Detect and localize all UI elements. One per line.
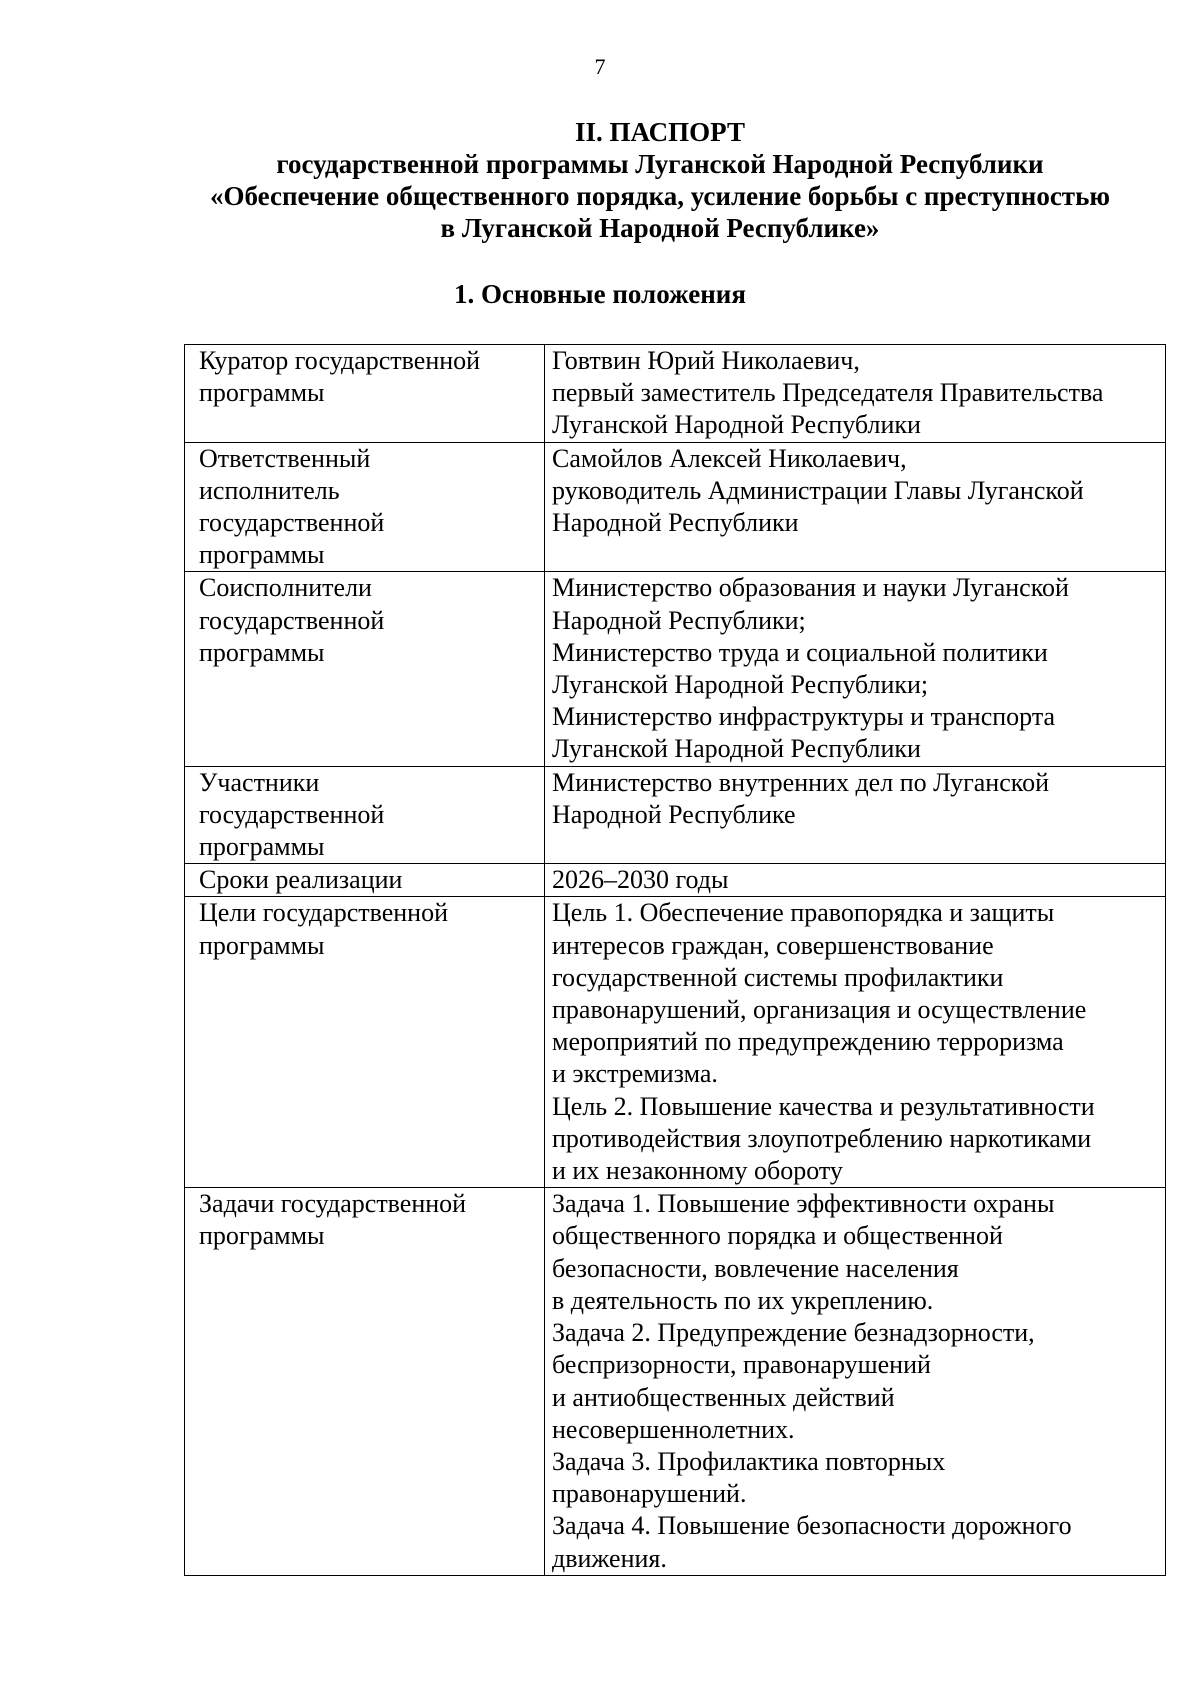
label-line: Задачи государственной <box>199 1189 467 1219</box>
page-number: 7 <box>594 54 606 79</box>
value-line: движения. <box>552 1543 667 1573</box>
row-label-cell <box>185 864 545 897</box>
passport-table-body <box>185 345 1166 1576</box>
label-line: государственной <box>199 799 385 829</box>
value-line: Министерство труда и социальной политики <box>552 637 1048 667</box>
row-label-cell <box>185 766 545 864</box>
table-row <box>185 442 1166 572</box>
value-line: противодействия злоупотреблению наркотиками <box>552 1123 1092 1153</box>
row-label-cell <box>185 897 545 1188</box>
value-line: Задача 1. Повышение эффективности охраны <box>552 1189 1055 1219</box>
table-row <box>185 897 1166 1188</box>
row-label-cell <box>185 572 545 766</box>
title-line: II. ПАСПОРТ <box>574 117 745 147</box>
value-line: Народной Республики <box>552 508 799 538</box>
value-line: и их незаконному обороту <box>552 1156 843 1186</box>
passport-table <box>184 344 1166 1576</box>
row-value-cell <box>545 897 1166 1188</box>
label-line: Соисполнители <box>199 573 372 603</box>
row-value-cell <box>545 442 1166 572</box>
table-row <box>185 766 1166 864</box>
value-line: Министерство инфраструктуры и транспорта <box>552 702 1056 732</box>
row-value-cell <box>545 766 1166 864</box>
value-line: первый заместитель Председателя Правительства <box>552 378 1104 408</box>
table-row <box>185 1188 1166 1575</box>
document-title <box>150 116 1170 244</box>
value-line: Самойлов Алексей Николаевич, <box>552 443 907 473</box>
value-line: Говтвин Юрий Николаевич, <box>552 346 860 375</box>
value-line: безопасности, вовлечение населения <box>552 1253 959 1283</box>
value-line: общественного порядка и общественной <box>552 1221 1003 1251</box>
value-line: Луганской Народной Республики <box>552 410 921 440</box>
value-line: Луганской Народной Республики; <box>552 670 929 700</box>
title-line: в Луганской Народной Республике» <box>440 213 880 243</box>
value-line: Министерство внутренних дел по Луганской <box>552 767 1049 797</box>
value-line: Задача 4. Повышение безопасности дорожного <box>552 1511 1072 1541</box>
value-line: в деятельность по их укреплению. <box>552 1285 934 1315</box>
value-line: Народной Республике <box>552 799 796 829</box>
row-label-cell <box>185 1188 545 1575</box>
label-line: программы <box>199 378 325 408</box>
value-line: и антиобщественных действий <box>552 1382 895 1412</box>
label-line: программы <box>199 930 325 960</box>
value-line: Народной Республики; <box>552 605 806 635</box>
value-line: Луганской Народной Республики <box>552 734 921 764</box>
label-line: Ответственный <box>199 443 371 473</box>
section-heading: 1. Основные положения <box>454 279 746 309</box>
value-line: Цель 1. Обеспечение правопорядка и защиты <box>552 898 1055 928</box>
label-line: государственной <box>199 508 385 538</box>
title-line: государственной программы Луганской Народной Республики <box>276 149 1044 179</box>
row-value-cell <box>545 572 1166 766</box>
value-line: интересов граждан, совершенствование <box>552 930 994 960</box>
label-line: программы <box>199 540 325 570</box>
row-value-cell <box>545 1188 1166 1575</box>
value-line: правонарушений, организация и осуществление <box>552 995 1087 1025</box>
row-label-cell <box>185 442 545 572</box>
value-line: 2026–2030 годы <box>552 865 729 895</box>
label-line: программы <box>199 832 325 862</box>
label-line: Куратор государственной <box>199 346 481 375</box>
value-line: несовершеннолетних. <box>552 1414 795 1444</box>
table-row <box>185 345 1166 443</box>
value-line: беспризорности, правонарушений <box>552 1350 931 1380</box>
value-line: государственной системы профилактики <box>552 962 1004 992</box>
value-line: мероприятий по предупреждению терроризма <box>552 1027 1064 1057</box>
value-line: Цель 2. Повышение качества и результативности <box>552 1091 1095 1121</box>
value-line: Министерство образования и науки Луганской <box>552 573 1069 603</box>
value-line: Задача 3. Профилактика повторных <box>552 1446 946 1476</box>
row-label-cell <box>185 345 545 443</box>
row-value-cell <box>545 345 1166 443</box>
value-line: правонарушений. <box>552 1479 747 1509</box>
table-row <box>185 572 1166 766</box>
row-value-cell <box>545 864 1166 897</box>
label-line: программы <box>199 1221 325 1251</box>
label-line: программы <box>199 637 325 667</box>
value-line: Задача 2. Предупреждение безнадзорности, <box>552 1318 1035 1348</box>
value-line: и экстремизма. <box>552 1059 718 1089</box>
table-row <box>185 864 1166 897</box>
label-line: Сроки реализации <box>199 865 403 895</box>
label-line: Цели государственной <box>199 898 449 928</box>
value-line: руководитель Администрации Главы Луганской <box>552 475 1084 505</box>
title-line: «Обеспечение общественного порядка, усиление борьбы с преступностью <box>210 181 1110 211</box>
label-line: государственной <box>199 605 385 635</box>
label-line: Участники <box>199 767 320 797</box>
label-line: исполнитель <box>199 475 340 505</box>
